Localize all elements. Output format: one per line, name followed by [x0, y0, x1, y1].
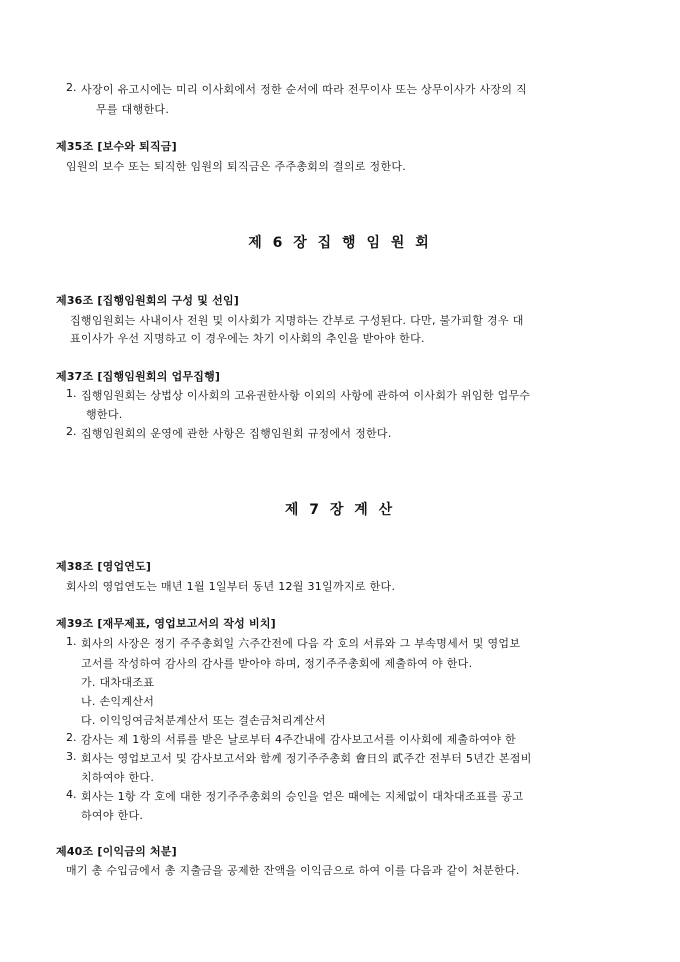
- article39-item1-sub-da: 다. 이익잉여금처분계산서 또는 결손금처리계산서: [81, 714, 326, 727]
- article39-item4-line1: 회사는 1항 각 호에 대한 정기주주총회의 승인을 얻은 때에는 지체없이 대차대조표를 공고: [81, 790, 524, 803]
- article34-item2-line1: 사장이 유고시에는 미리 이사회에서 정한 순서에 따라 전무이사 또는 상무이사가 사장의 직: [81, 83, 528, 96]
- article39-item4-number: 4.: [66, 788, 77, 801]
- article37-item2-number: 2.: [66, 425, 77, 438]
- article39-item1-number: 1.: [66, 635, 77, 648]
- article37-item2-line1: 집행임원회의 운영에 관한 사항은 집행임원회 규정에서 정한다.: [81, 427, 392, 440]
- article37-item1-line1: 집행임원회는 상법상 이사회의 고유권한사항 이외의 사항에 관하여 이사회가 위임한 업무수: [81, 389, 531, 402]
- chapter7-title: 제 7 장 계 산: [284, 502, 396, 518]
- article37-item1-number: 1.: [66, 387, 77, 400]
- article34-item2-number: 2.: [66, 81, 77, 94]
- article39-heading: 제39조 [재무제표, 영업보고서의 작성 비치]: [56, 617, 276, 630]
- article38-body: 회사의 영업연도는 매년 1월 1일부터 동년 12월 31일까지로 한다.: [66, 580, 396, 593]
- article39-item1-sub-na: 나. 손익계산서: [81, 695, 155, 708]
- article39-item2-line1: 감사는 제 1항의 서류를 받은 날로부터 4주간내에 감사보고서를 이사회에 제출하여야 한: [81, 733, 516, 746]
- article35-body: 임원의 보수 또는 퇴직한 임원의 퇴직금은 주주총회의 결의로 정한다.: [66, 160, 407, 173]
- article39-item4-line2: 하여야 한다.: [81, 809, 144, 822]
- article35-heading: 제35조 [보수와 퇴직금]: [56, 140, 177, 153]
- article39-item1-sub-ga: 가. 대차대조표: [81, 676, 155, 689]
- article39-item3-number: 3.: [66, 750, 77, 763]
- article38-heading: 제38조 [영업연도]: [56, 560, 152, 573]
- chapter6-title: 제 6 장 집 행 임 원 회: [248, 235, 432, 251]
- article34-item2-line2: 무를 대행한다.: [96, 103, 170, 116]
- article39-item1-line2: 고서를 작성하여 감사의 감사를 받아야 하며, 정기주주총회에 제출하여 야 한다.: [81, 657, 473, 670]
- article39-item3-line1: 회사는 영업보고서 및 감사보고서와 함께 정기주주총회 會日의 貳주간 전부터 5년간 본점비: [81, 752, 532, 765]
- article36-line2: 표이사가 우선 지명하고 이 경우에는 차기 이사회의 추인을 받아야 한다.: [70, 332, 425, 345]
- article39-item2-number: 2.: [66, 731, 77, 744]
- article37-heading: 제37조 [집행임원회의 업무집행]: [56, 370, 221, 383]
- article39-item1-line1: 회사의 사장은 정기 주주총회일 六주간전에 다음 각 호의 서류와 그 부속명세서 및 영업보: [81, 637, 521, 650]
- article40-body: 매기 총 수입금에서 총 지출금을 공제한 잔액을 이익금으로 하여 이를 다음과 같이 처분한다.: [66, 864, 520, 877]
- article36-heading: 제36조 [집행임원회의 구성 및 선임]: [56, 294, 240, 307]
- article39-item3-line2: 치하여야 한다.: [81, 771, 155, 784]
- article36-line1: 집행임원회는 사내이사 전원 및 이사회가 지명하는 간부로 구성된다. 다만, 불가피할 경우 대: [70, 314, 524, 327]
- article37-item1-line2: 행한다.: [86, 408, 123, 421]
- article40-heading: 제40조 [이익금의 처분]: [56, 845, 177, 858]
